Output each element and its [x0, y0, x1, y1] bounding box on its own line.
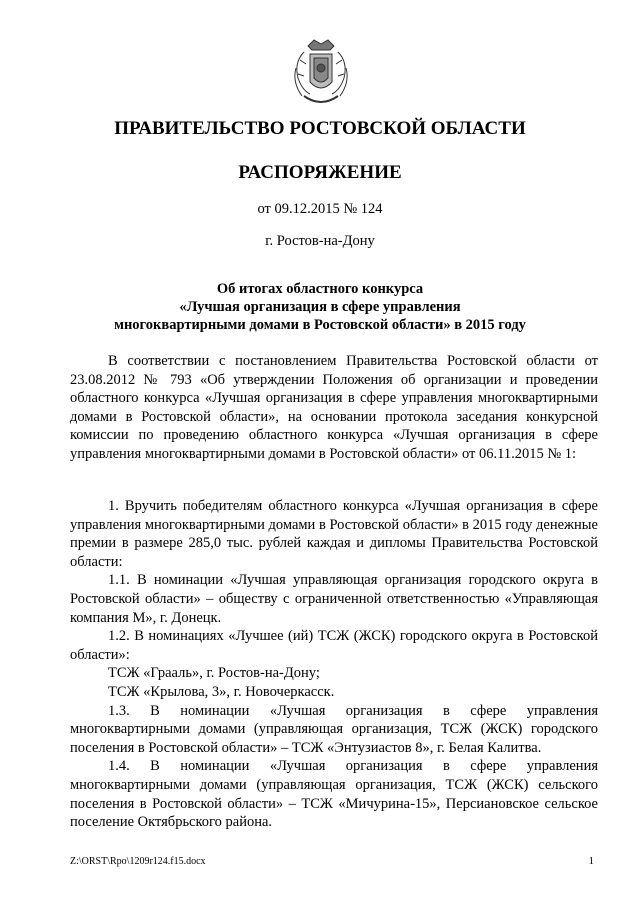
preamble-paragraph — [70, 352, 598, 464]
page-number: 1 — [588, 855, 594, 867]
subject-line-1: Об итогах областного конкурса — [216, 281, 424, 297]
items-list — [70, 497, 598, 832]
item-1-4: 1.4. В номинации «Лучшая организация в сфере управления многоквартирными домами (управляющая организация, ТСЖ (ЖСК) сельского поселения в Ростовской области» – ТСЖ «Мичурина-15», Персиановское сельское поселение Октябрьского района. — [70, 758, 598, 831]
page-title: ПРАВИТЕЛЬСТВО РОСТОВСКОЙ ОБЛАСТИ — [114, 118, 526, 139]
subject-line-3: многоквартирными домами в Ростовской области» в 2015 году — [114, 317, 526, 333]
city: г. Ростов-на-Дону — [265, 233, 375, 249]
preamble-text: В соответствии с постановлением Правительства Ростовской области от 23.08.2012 № 793 «Об утверждении Положения об организации и проведении областного конкурса «Лучшая организация в сфере управления многоквартирными домами в Ростовской области», на основании протокола заседания конкурсной комиссии по проведению областного конкурса «Лучшая организация в сфере управления многоквартирными домами в Ростовской области» от 06.11.2015 № 1: — [70, 353, 598, 462]
item-1-2-winner-2: ТСЖ «Крылова, 3», г. Новочеркасск. — [108, 683, 335, 700]
item-1-3: 1.3. В номинации «Лучшая организация в сфере управления многоквартирными домами (управляющая организация, ТСЖ (ЖСК) городского поселения в Ростовской области» – ТСЖ «Энтузиастов 8», г. Белая Калитва. — [70, 702, 598, 756]
item-1-2: 1.2. В номинациях «Лучшее (ий) ТСЖ (ЖСК) городского округа в Ростовской области»: — [70, 628, 598, 663]
document-subject — [0, 280, 640, 334]
file-path: Z:\ORST\Rpo\1209r124.f15.docx — [70, 856, 206, 867]
document-type: РАСПОРЯЖЕНИЕ — [238, 162, 402, 183]
item-1: 1. Вручить победителям областного конкурса «Лучшая организация в сфере управления многоквартирными домами в Ростовской области» в 2015 году денежные премии в размере 285,0 тыс. рублей каждая и дипломы Правительства Ростовской области: — [70, 498, 598, 570]
item-1-1: 1.1. В номинации «Лучшая управляющая организация городского округа в Ростовской области» – обществу с ограниченной ответственностью «Управляющая компания М», г. Донецк. — [70, 572, 598, 626]
date-number: от 09.12.2015 № 124 — [257, 201, 383, 217]
item-1-2-winner-1: ТСЖ «Грааль», г. Ростов-на-Дону; — [108, 665, 320, 682]
coat-of-arms-icon — [290, 38, 352, 110]
subject-line-2: «Лучшая организация в сфере управления — [179, 299, 461, 315]
